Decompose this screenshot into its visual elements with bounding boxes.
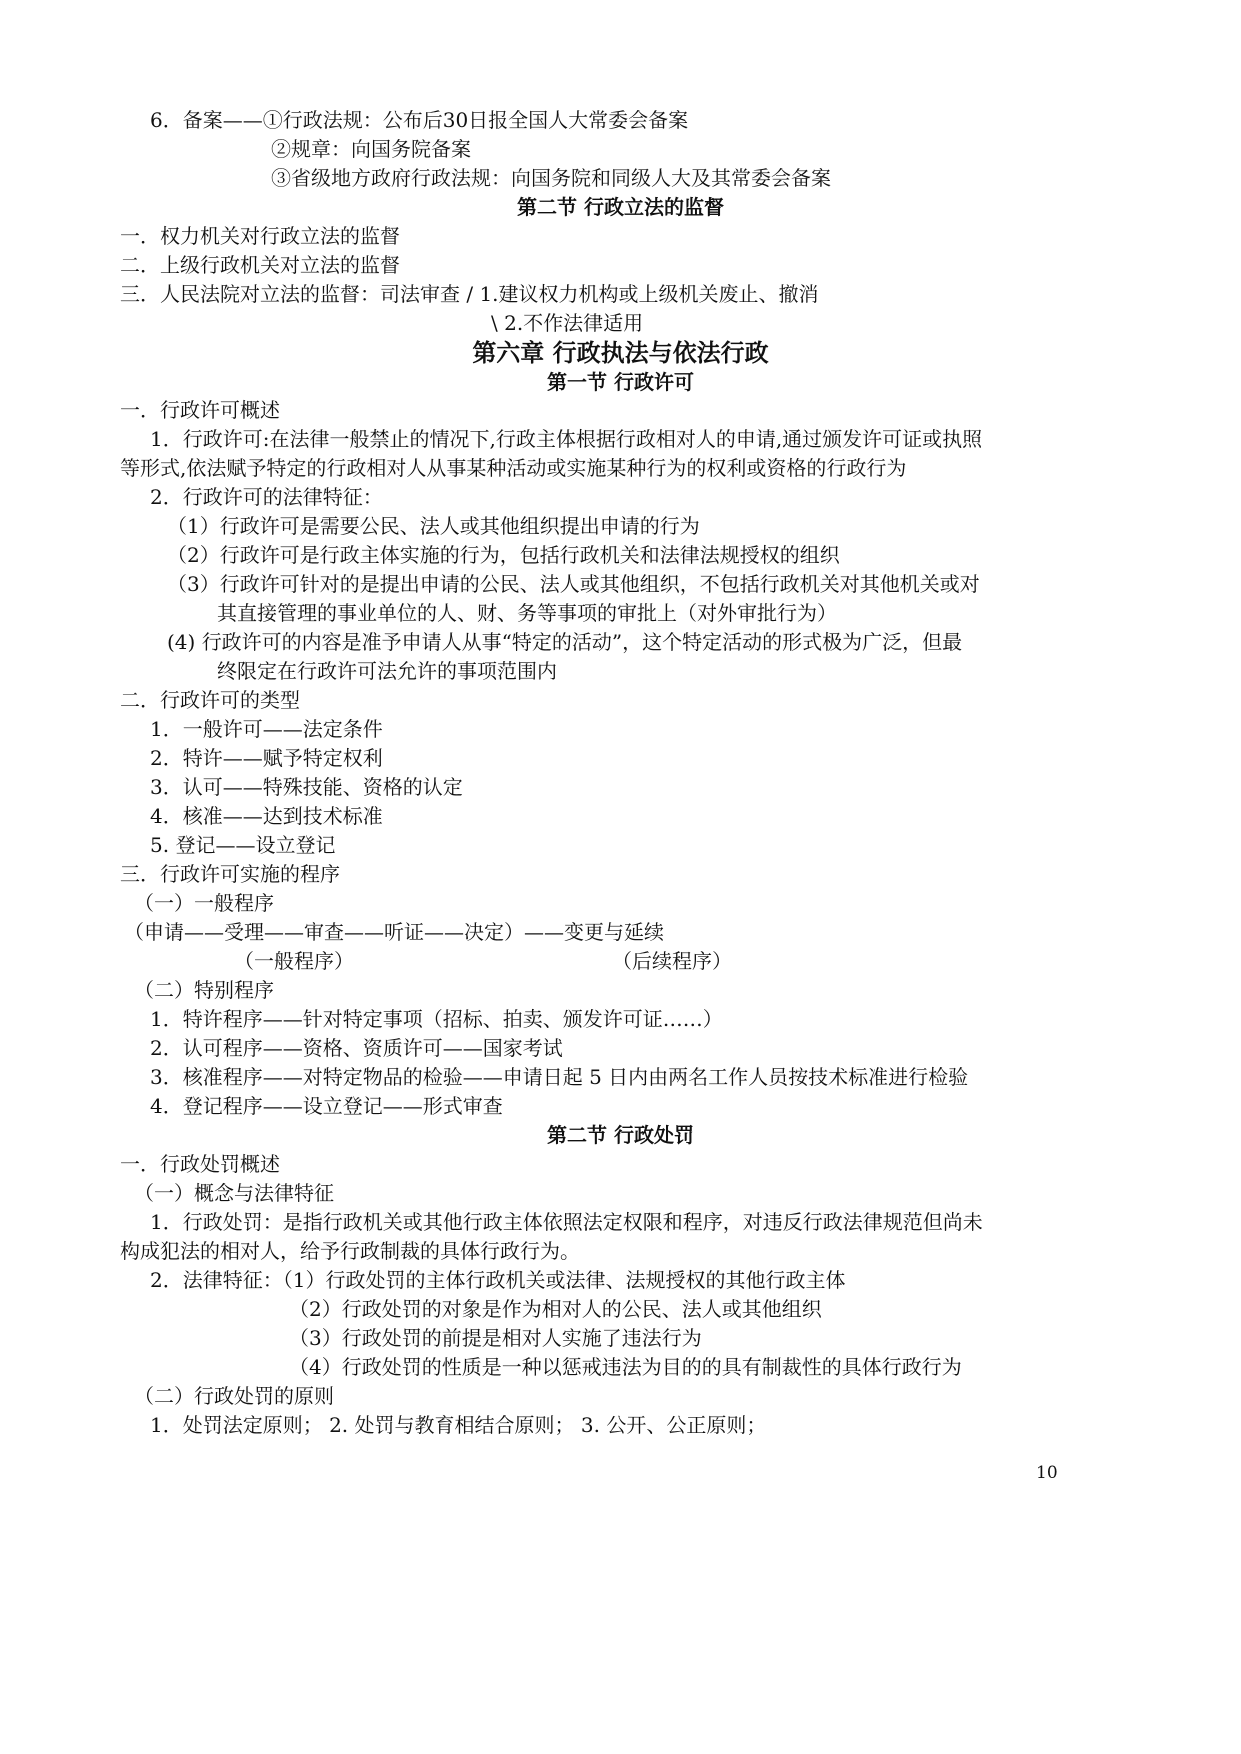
text-line: （3）行政处罚的前提是相对人实施了违法行为 bbox=[289, 1326, 702, 1350]
text-line: \ 2.不作法律适用 bbox=[491, 311, 644, 335]
text-line: 3．认可——特殊技能、资格的认定 bbox=[150, 775, 463, 799]
page-number: 10 bbox=[1036, 1463, 1058, 1483]
text-line: （一）概念与法律特征 bbox=[134, 1181, 334, 1205]
text-line: ③省级地方政府行政法规：向国务院和同级人大及其常委会备案 bbox=[271, 166, 831, 190]
text-line: 1．一般许可——法定条件 bbox=[150, 717, 383, 741]
text-line: （申请——受理——审查——听证——决定）——变更与延续 bbox=[124, 920, 664, 944]
text-line: 1．处罚法定原则； 2. 处罚与教育相结合原则； 3. 公开、公正原则； bbox=[150, 1413, 767, 1437]
text-line: 二．行政许可的类型 bbox=[120, 688, 300, 712]
section-heading: 第一节 行政许可 bbox=[547, 370, 694, 394]
text-line: 2．法律特征：（1）行政处罚的主体行政机关或法律、法规授权的其他行政主体 bbox=[150, 1268, 846, 1292]
text-line: 2．认可程序——资格、资质许可——国家考试 bbox=[150, 1036, 563, 1060]
text-line: 2．特许——赋予特定权利 bbox=[150, 746, 383, 770]
text-line: 2．行政许可的法律特征： bbox=[150, 485, 383, 509]
section-heading: 第二节 行政处罚 bbox=[547, 1123, 694, 1147]
text-line: 二．上级行政机关对立法的监督 bbox=[120, 253, 400, 277]
text-line: ②规章：向国务院备案 bbox=[271, 137, 471, 161]
text-line: 一．权力机关对行政立法的监督 bbox=[120, 224, 400, 248]
text-line: (4) 行政许可的内容是准予申请人从事“特定的活动”，这个特定活动的形式极为广泛，但最 bbox=[167, 630, 963, 654]
text-line: 其直接管理的事业单位的人、财、务等事项的审批上（对外审批行为） bbox=[217, 601, 837, 625]
section-heading: 第二节 行政立法的监督 bbox=[517, 195, 724, 219]
text-line: 三．人民法院对立法的监督：司法审查 / 1.建议权力机构或上级机关废止、撤消 bbox=[120, 282, 819, 306]
text-line: 3．核准程序——对特定物品的检验——申请日起 5 日内由两名工作人员按技术标准进行检验 bbox=[150, 1065, 969, 1089]
text-line: 一．行政处罚概述 bbox=[120, 1152, 280, 1176]
text-line: （一般程序） bbox=[234, 949, 354, 973]
text-line: 三．行政许可实施的程序 bbox=[120, 862, 340, 886]
text-line: 5. 登记——设立登记 bbox=[150, 833, 336, 857]
text-line: 1．特许程序——针对特定事项（招标、拍卖、颁发许可证……） bbox=[150, 1007, 723, 1031]
text-line: 6．备案——①行政法规：公布后30日报全国人大常委会备案 bbox=[150, 108, 689, 132]
text-line: 1．行政处罚：是指行政机关或其他行政主体依照法定权限和程序，对违反行政法律规范但尚未 bbox=[150, 1210, 983, 1234]
text-line: 1．行政许可:在法律一般禁止的情况下,行政主体根据行政相对人的申请,通过颁发许可证或执照 bbox=[150, 427, 983, 451]
chapter-heading: 第六章 行政执法与依法行政 bbox=[472, 338, 769, 367]
text-line: 构成犯法的相对人，给予行政制裁的具体行政行为。 bbox=[120, 1239, 580, 1263]
text-line: （2）行政许可是行政主体实施的行为，包括行政机关和法律法规授权的组织 bbox=[167, 543, 840, 567]
text-line: 4．核准——达到技术标准 bbox=[150, 804, 383, 828]
text-line: （后续程序） bbox=[612, 949, 732, 973]
text-line: 等形式,依法赋予特定的行政相对人从事某种活动或实施某种行为的权利或资格的行政行为 bbox=[120, 456, 907, 480]
text-line: （1）行政许可是需要公民、法人或其他组织提出申请的行为 bbox=[167, 514, 700, 538]
text-line: 终限定在行政许可法允许的事项范围内 bbox=[217, 659, 557, 683]
text-line: （一）一般程序 bbox=[134, 891, 274, 915]
text-line: （2）行政处罚的对象是作为相对人的公民、法人或其他组织 bbox=[289, 1297, 822, 1321]
text-line: （4）行政处罚的性质是一种以惩戒违法为目的的具有制裁性的具体行政行为 bbox=[289, 1355, 962, 1379]
text-line: 一．行政许可概述 bbox=[120, 398, 280, 422]
text-line: （二）特别程序 bbox=[134, 978, 274, 1002]
text-line: （3）行政许可针对的是提出申请的公民、法人或其他组织，不包括行政机关对其他机关或对 bbox=[167, 572, 980, 596]
text-line: 4．登记程序——设立登记——形式审查 bbox=[150, 1094, 503, 1118]
text-line: （二）行政处罚的原则 bbox=[134, 1384, 334, 1408]
